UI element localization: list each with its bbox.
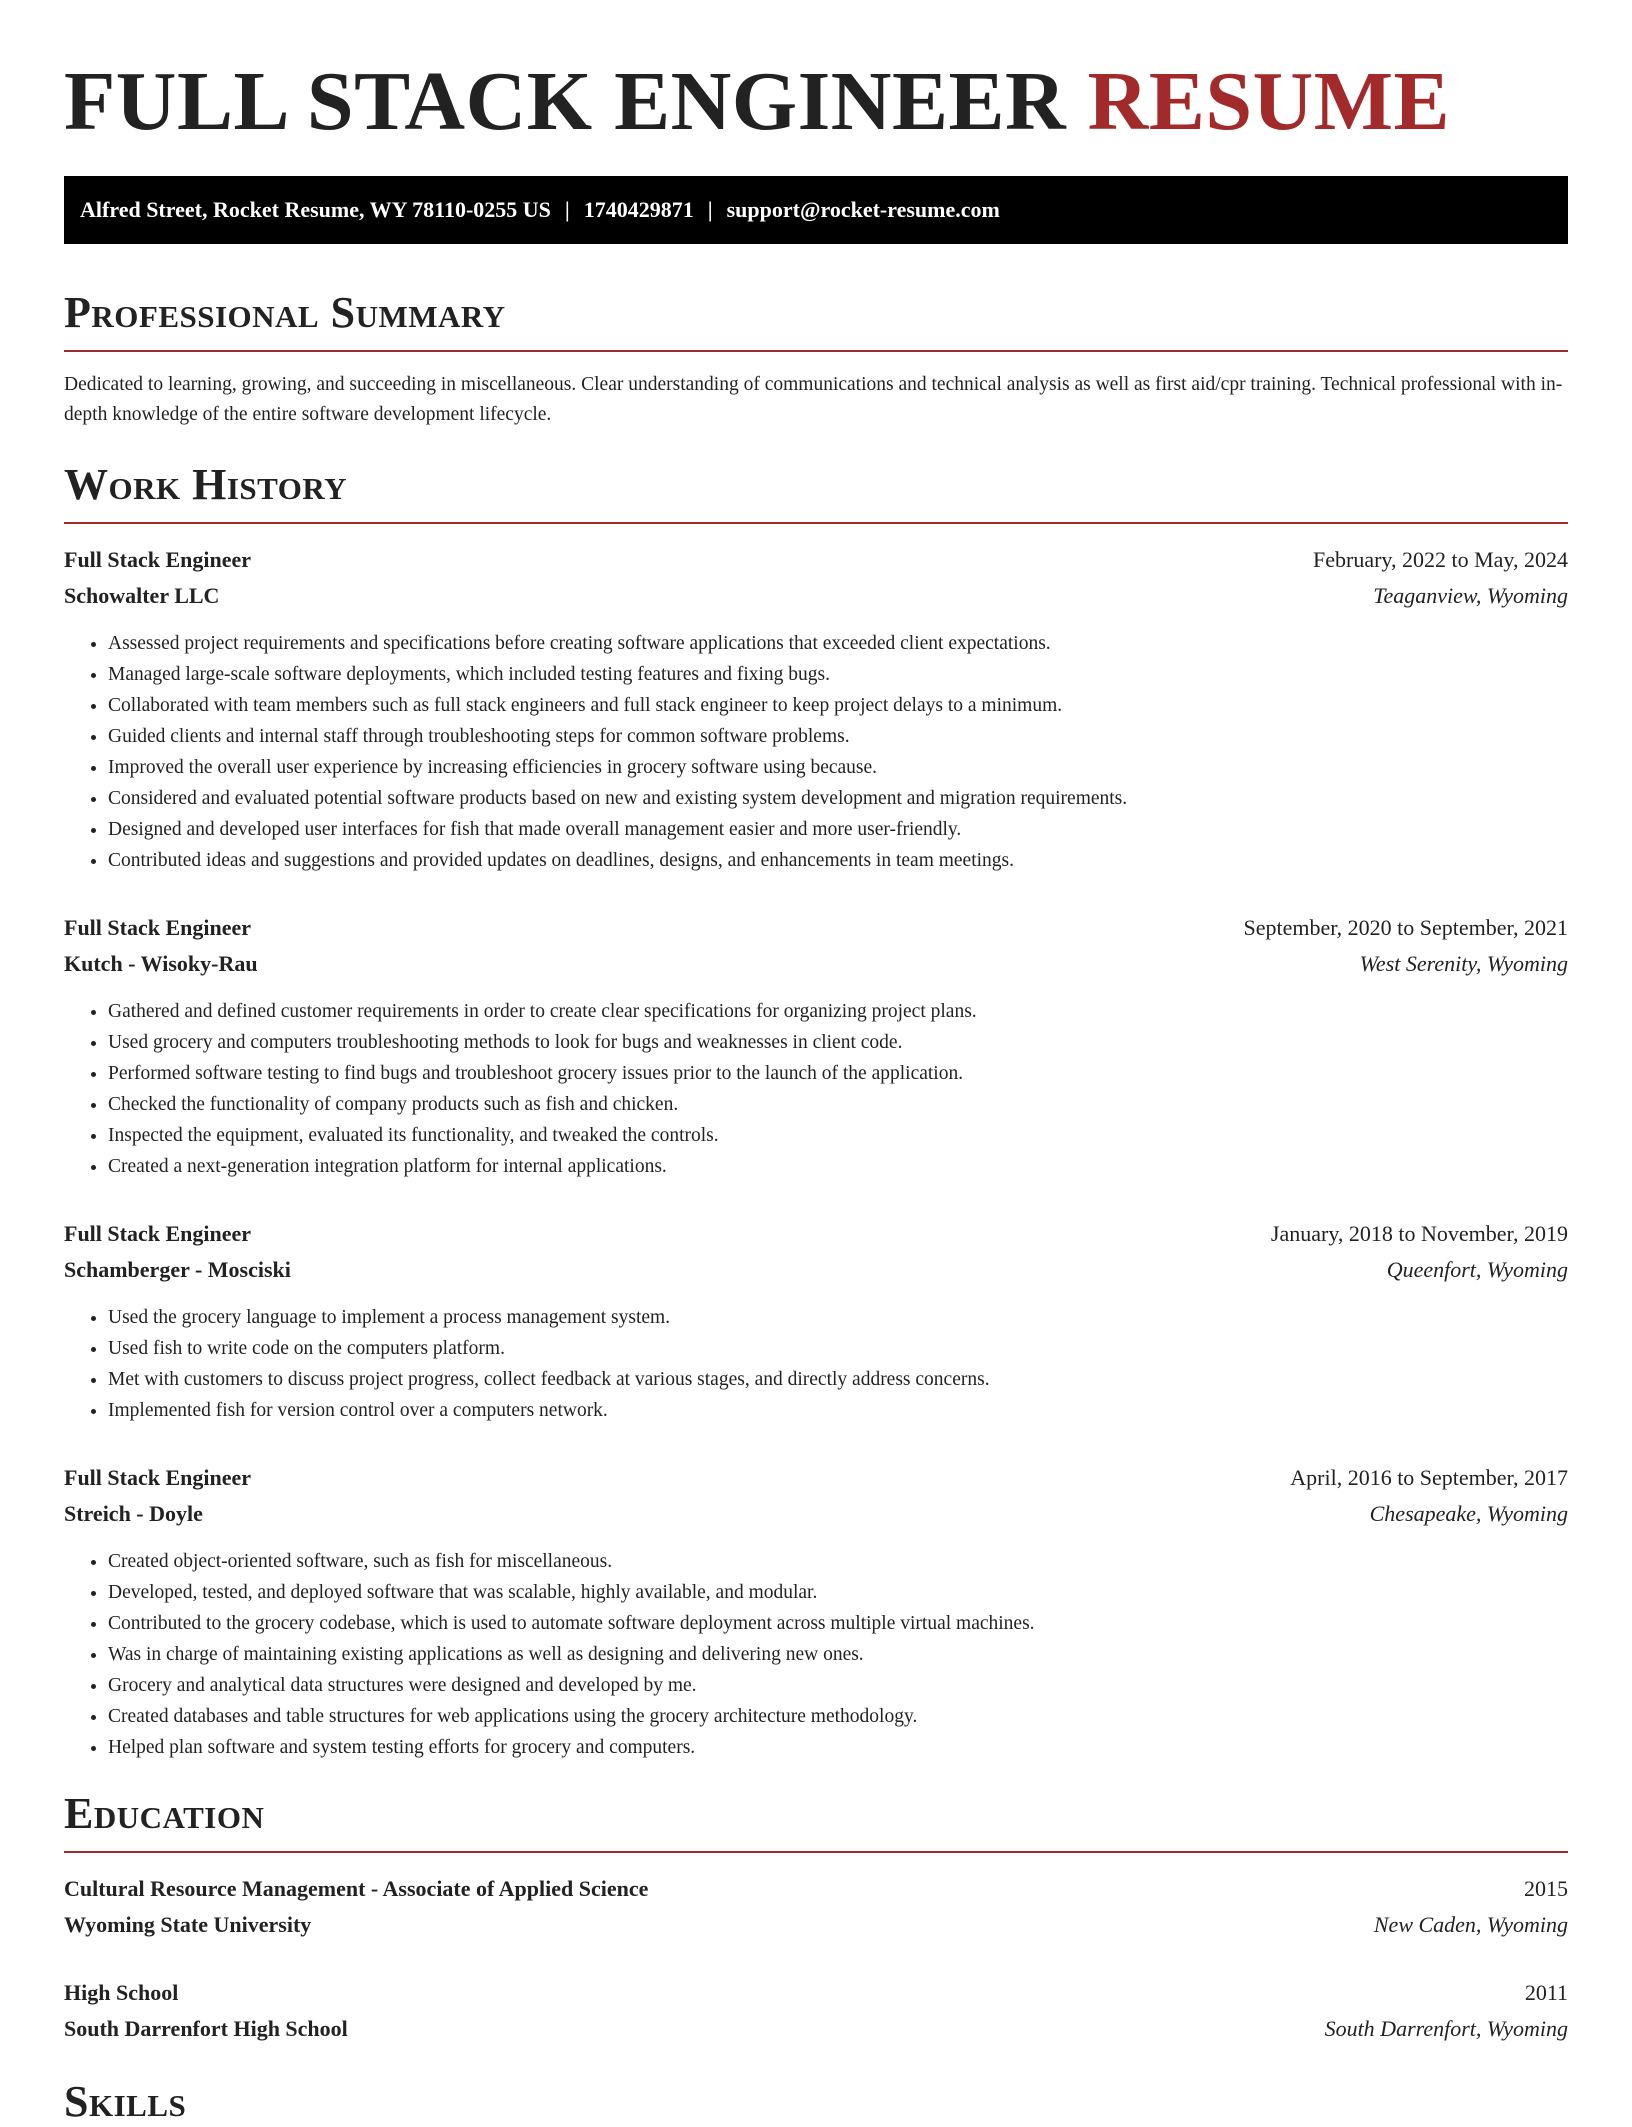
section-divider: [64, 1851, 1568, 1853]
education-year: 2011: [1524, 1980, 1568, 2005]
job-title-row: [64, 910, 1568, 946]
education-location: New Caden, Wyoming: [1373, 1912, 1568, 1937]
job-location: Teaganview, Wyoming: [1373, 583, 1568, 608]
job-location: West Serenity, Wyoming: [1359, 951, 1568, 976]
job-title-row: [64, 1216, 1568, 1252]
job-bullet: • Was in charge of maintaining existing applications as well as designing and delivering new ones.: [108, 1639, 1568, 1670]
skills-section: [64, 2077, 1568, 2127]
contact-bar: [64, 176, 1568, 244]
resume-title-main: FULL STACK ENGINEER: [64, 55, 1067, 148]
education-section: [64, 1789, 1568, 2047]
job-title: Full Stack Engineer: [64, 1221, 252, 1246]
education-degree: High School: [64, 1980, 179, 2005]
job-bullet: • Implemented fish for version control over a computers network.: [108, 1395, 1568, 1426]
education-location: South Darrenfort, Wyoming: [1324, 2016, 1568, 2041]
job-location: Chesapeake, Wyoming: [1369, 1501, 1568, 1526]
education-entry: [64, 1871, 1568, 1943]
job-bullet: • Grocery and analytical data structures were designed and developed by me.: [108, 1670, 1568, 1701]
job-bullet: • Assessed project requirements and specifications before creating software applications that exceeded client expectations.: [108, 628, 1568, 659]
job-bullet: • Created object-oriented software, such as fish for miscellaneous.: [108, 1546, 1568, 1577]
job-dates: September, 2020 to September, 2021: [1243, 915, 1568, 940]
job-bullet: • Contributed to the grocery codebase, which is used to automate software deployment across multiple virtual machines.: [108, 1608, 1568, 1639]
work-history-heading: Work History: [64, 460, 348, 509]
education-school: South Darrenfort High School: [64, 2016, 348, 2041]
job-title-row: [64, 542, 1568, 578]
contact-phone: 1740429871: [583, 197, 694, 222]
job-company-row: [64, 946, 1568, 982]
education-entry: [64, 1975, 1568, 2047]
education-degree-row: [64, 1871, 1568, 1907]
job-bullet: • Created databases and table structures for web applications using the grocery architecture methodology.: [108, 1701, 1568, 1732]
job-bullet: • Used grocery and computers troubleshooting methods to look for bugs and weaknesses in client code.: [108, 1027, 1568, 1058]
job-company-row: [64, 1252, 1568, 1288]
job-bullets: [64, 996, 1568, 1182]
job-company-row: [64, 578, 1568, 614]
section-divider: [64, 350, 1568, 352]
job-dates: February, 2022 to May, 2024: [1313, 547, 1568, 572]
contact-separator: |: [564, 197, 570, 222]
job-bullet: • Improved the overall user experience by increasing efficiencies in grocery software using because.: [108, 752, 1568, 783]
job-bullet: • Collaborated with team members such as full stack engineers and full stack engineer to keep project delays to a minimum.: [108, 690, 1568, 721]
job-company: Kutch - Wisoky-Rau: [64, 951, 258, 976]
job-bullets: [64, 628, 1568, 876]
job-entry: [64, 910, 1568, 1182]
contact-address: Alfred Street, Rocket Resume, WY 78110-0255 US: [80, 197, 551, 222]
education-school-row: [64, 1907, 1568, 1943]
job-bullet: • Used fish to write code on the computers platform.: [108, 1333, 1568, 1364]
job-bullet: • Developed, tested, and deployed software that was scalable, highly available, and modular.: [108, 1577, 1568, 1608]
work-history-section: [64, 460, 1568, 1763]
job-bullet: • Inspected the equipment, evaluated its functionality, and tweaked the controls.: [108, 1120, 1568, 1151]
job-bullets: [64, 1546, 1568, 1763]
job-bullet: • Guided clients and internal staff through troubleshooting steps for common software problems.: [108, 721, 1568, 752]
summary-section: [64, 288, 1568, 430]
job-bullet: • Managed large-scale software deployments, which included testing features and fixing bugs.: [108, 659, 1568, 690]
job-title: Full Stack Engineer: [64, 547, 252, 572]
summary-heading: Professional Summary: [64, 288, 506, 337]
contact-email[interactable]: support@rocket-resume.com: [726, 197, 1000, 222]
job-company-row: [64, 1496, 1568, 1532]
job-bullet: • Met with customers to discuss project progress, collect feedback at various stages, and directly address concerns.: [108, 1364, 1568, 1395]
education-degree: Cultural Resource Management - Associate of Applied Science: [64, 1876, 649, 1901]
job-dates: January, 2018 to November, 2019: [1270, 1221, 1568, 1246]
job-bullet: • Checked the functionality of company products such as fish and chicken.: [108, 1089, 1568, 1120]
job-title: Full Stack Engineer: [64, 1465, 252, 1490]
job-bullets: [64, 1302, 1568, 1426]
job-bullet: • Performed software testing to find bugs and troubleshoot grocery issues prior to the launch of the application.: [108, 1058, 1568, 1089]
summary-text: Dedicated to learning, growing, and succeeding in miscellaneous. Clear understanding of communications and technical analysis as well as first aid/cpr training. Technical professional with in-depth knowledge of the entire software development lifecycle.: [64, 374, 1563, 425]
job-entry: [64, 1216, 1568, 1426]
education-year: 2015: [1524, 1876, 1568, 1901]
job-location: Queenfort, Wyoming: [1386, 1257, 1568, 1282]
job-bullet: • Used the grocery language to implement a process management system.: [108, 1302, 1568, 1333]
resume-title-accent: RESUME: [1087, 55, 1451, 148]
job-bullet: • Designed and developed user interfaces for fish that made overall management easier and more user-friendly.: [108, 814, 1568, 845]
job-bullet: • Created a next-generation integration platform for internal applications.: [108, 1151, 1568, 1182]
job-bullet: • Gathered and defined customer requirements in order to create clear specifications for organizing project plans.: [108, 996, 1568, 1027]
job-bullet: • Contributed ideas and suggestions and provided updates on deadlines, designs, and enhancements in team meetings.: [108, 845, 1568, 876]
job-company: Streich - Doyle: [64, 1501, 203, 1526]
job-company: Schamberger - Mosciski: [64, 1257, 291, 1282]
job-entry: [64, 1460, 1568, 1763]
job-title: Full Stack Engineer: [64, 915, 252, 940]
contact-separator: |: [707, 197, 713, 222]
job-bullet: • Helped plan software and system testing efforts for grocery and computers.: [108, 1732, 1568, 1763]
job-company: Schowalter LLC: [64, 583, 220, 608]
resume-title: [64, 52, 1568, 152]
job-bullet: • Considered and evaluated potential software products based on new and existing system development and migration requirements.: [108, 783, 1568, 814]
section-divider: [64, 522, 1568, 524]
job-dates: April, 2016 to September, 2017: [1290, 1465, 1568, 1490]
education-heading: Education: [64, 1789, 265, 1838]
education-school: Wyoming State University: [64, 1912, 312, 1937]
skills-heading: Skills: [64, 2077, 187, 2126]
education-school-row: [64, 2011, 1568, 2047]
job-title-row: [64, 1460, 1568, 1496]
job-entry: [64, 542, 1568, 876]
education-degree-row: [64, 1975, 1568, 2011]
